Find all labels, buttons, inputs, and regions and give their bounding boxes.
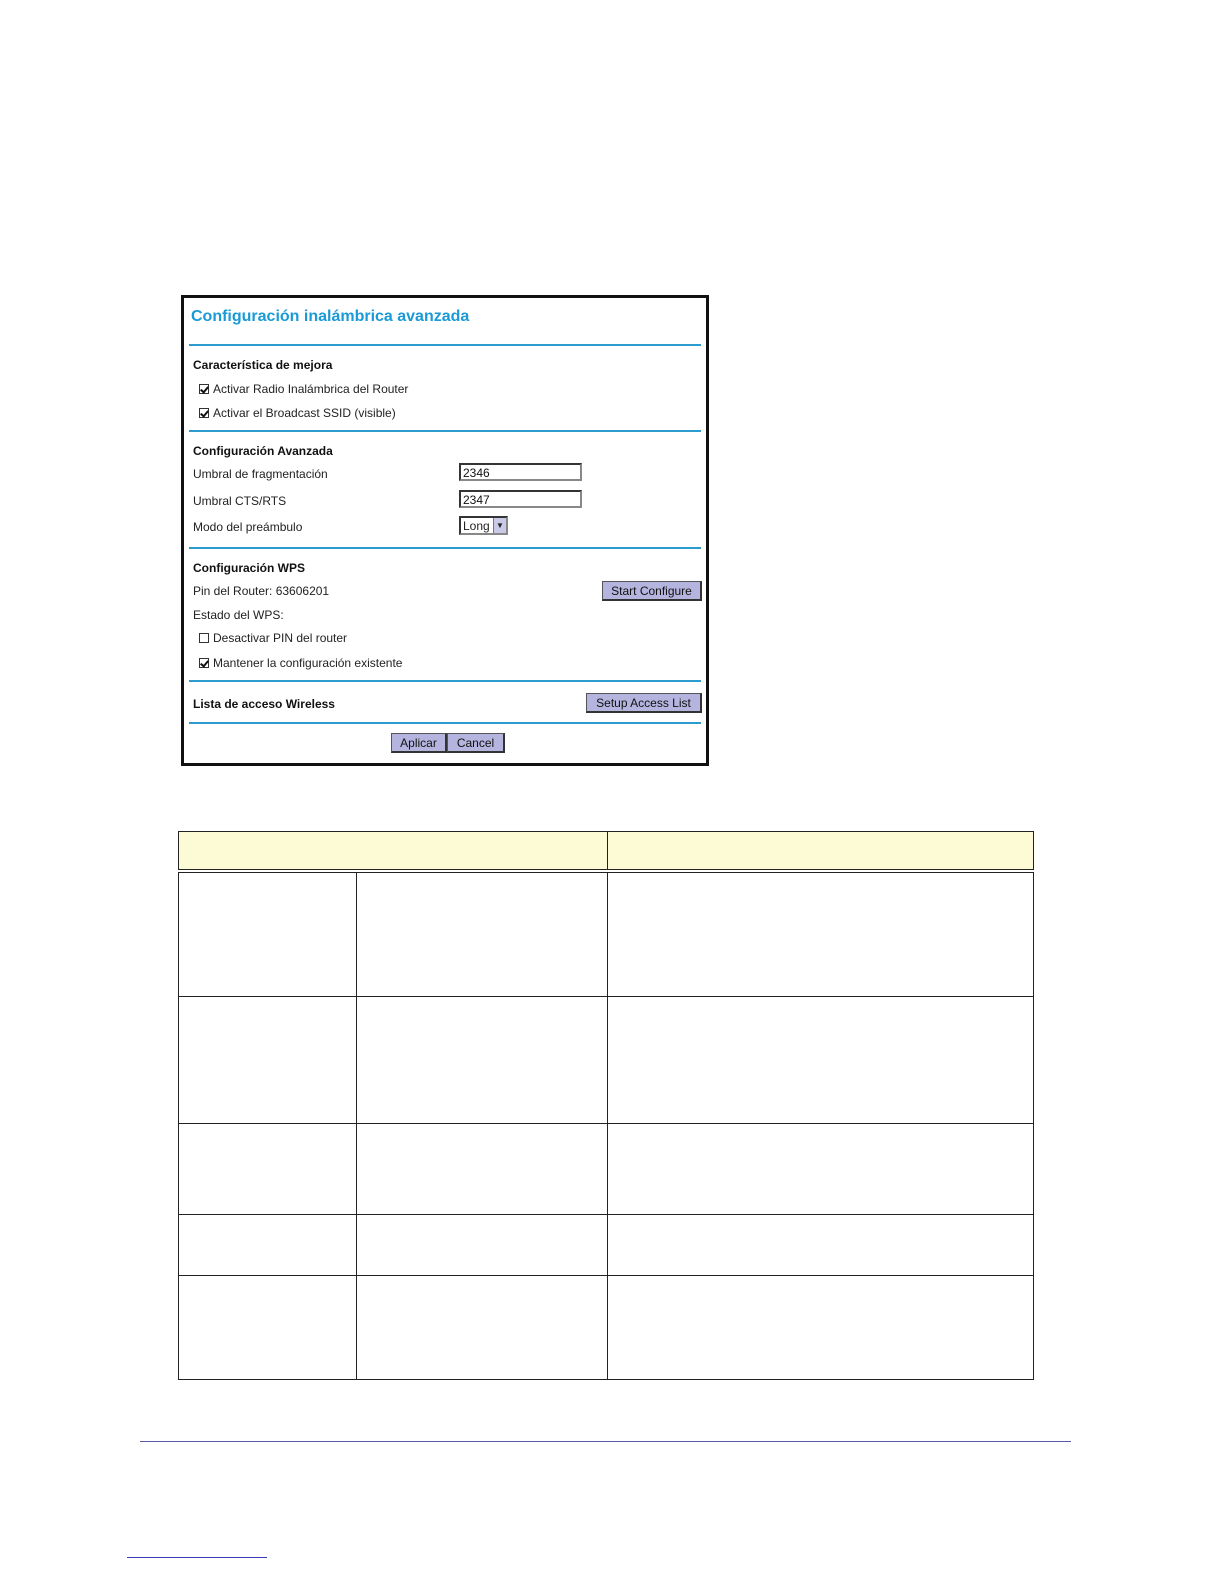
enable-ssid-checkbox[interactable] <box>199 406 396 420</box>
cts-rts-label: Umbral CTS/RTS <box>193 494 287 508</box>
access-list-heading: Lista de acceso Wireless <box>193 697 335 711</box>
table-row <box>179 1276 1034 1380</box>
start-configure-button[interactable]: Start Configure <box>602 581 702 601</box>
wps-heading: Configuración WPS <box>193 561 305 575</box>
keep-config-label: Mantener la configuración existente <box>213 656 403 670</box>
separator <box>189 430 701 432</box>
apply-button[interactable]: Aplicar <box>391 733 447 753</box>
router-pin: Pin del Router: 63606201 <box>193 584 330 598</box>
chevron-down-icon[interactable]: ▼ <box>493 518 506 533</box>
cancel-button[interactable]: Cancel <box>447 733 505 753</box>
table-row <box>179 873 1034 997</box>
enable-ssid-label: Activar el Broadcast SSID (visible) <box>213 406 396 420</box>
separator <box>189 547 701 549</box>
separator <box>189 722 701 724</box>
enable-radio-label: Activar Radio Inalámbrica del Router <box>213 382 409 396</box>
advanced-wireless-settings-panel <box>181 295 709 766</box>
table-row <box>179 1215 1034 1276</box>
disable-pin-checkbox[interactable] <box>199 631 347 645</box>
enable-radio-checkbox[interactable] <box>199 382 408 396</box>
checkbox-unchecked-icon[interactable] <box>199 633 209 643</box>
checkbox-checked-icon[interactable] <box>199 384 209 394</box>
separator <box>189 344 701 346</box>
table-header-cell <box>179 832 608 870</box>
table-row <box>179 1124 1034 1215</box>
advanced-heading: Configuración Avanzada <box>193 444 333 458</box>
disable-pin-label: Desactivar PIN del router <box>213 631 348 645</box>
panel-title: Configuración inalámbrica avanzada <box>191 308 470 325</box>
separator <box>189 680 701 682</box>
frag-threshold-input[interactable]: 2346 <box>459 463 582 481</box>
wps-status-label: Estado del WPS: <box>193 608 284 622</box>
footer-rule <box>140 1441 1071 1442</box>
enhancement-heading: Característica de mejora <box>193 358 333 372</box>
preamble-label: Modo del preámbulo <box>193 520 303 534</box>
preamble-value: Long <box>463 518 490 533</box>
setup-access-list-button[interactable]: Setup Access List <box>586 693 702 713</box>
table-row <box>179 997 1034 1124</box>
footer-link-underline[interactable] <box>127 1557 267 1558</box>
table-header-cell <box>608 832 1034 870</box>
cts-rts-input[interactable]: 2347 <box>459 490 582 508</box>
keep-config-checkbox[interactable] <box>199 656 402 670</box>
checkbox-checked-icon[interactable] <box>199 658 209 668</box>
checkbox-checked-icon[interactable] <box>199 408 209 418</box>
preamble-select[interactable] <box>459 516 508 535</box>
frag-threshold-label: Umbral de fragmentación <box>193 467 328 481</box>
settings-description-table <box>178 831 1034 1380</box>
